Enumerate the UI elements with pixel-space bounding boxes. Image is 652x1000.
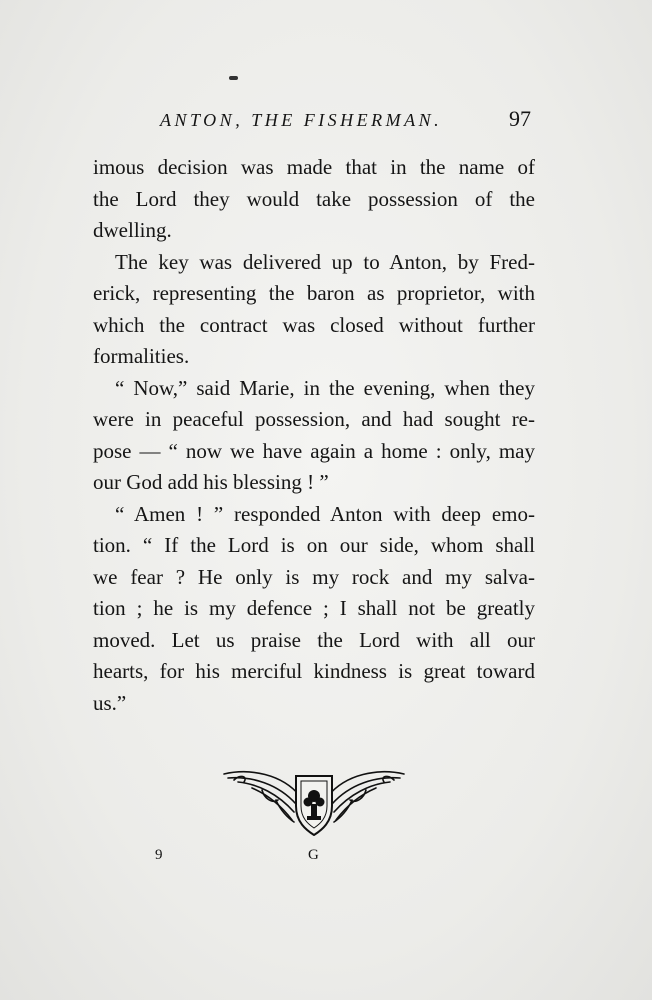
text-line: our God add his blessing ! ” [93,470,329,494]
text-line: we fear ? He only is my rock and my salva- [93,564,535,589]
text-line: moved. Let us praise the Lord with all our [93,627,535,652]
text-line: imous decision was made that in the name of [93,155,535,179]
text-line: “ Amen ! ” responded Anton with deep emo- [115,501,535,526]
signature-number: 9 [155,847,163,863]
signature-letter: G [308,847,319,863]
body-text [93,152,535,719]
winged-shield-ornament-icon [222,766,406,836]
text-line: erick, representing the baron as proprietor, with [93,281,535,305]
text-line: which the contract was closed without further [93,312,535,337]
running-title: ANTON, THE FISHERMAN. [160,110,443,130]
text-line: dwelling. [93,218,172,242]
ink-speck [229,76,238,80]
text-line: pose — “ now we have again a home : only, may [93,438,535,463]
text-line: hearts, for his merciful kindness is great toward [93,659,535,683]
text-line: formalities. [93,344,190,368]
text-line: tion ; he is my defence ; I shall not be greatly [93,596,535,620]
text-line: us.” [93,690,127,715]
text-line: were in peaceful possession, and had sought re- [93,407,535,431]
text-line: The key was delivered up to Anton, by Fred- [115,249,535,274]
page-number: 97 [509,106,531,131]
text-line: “ Now,” said Marie, in the evening, when they [115,375,535,400]
text-line: tion. “ If the Lord is on our side, whom shall [93,533,535,557]
text-line: the Lord they would take possession of the [93,186,535,211]
